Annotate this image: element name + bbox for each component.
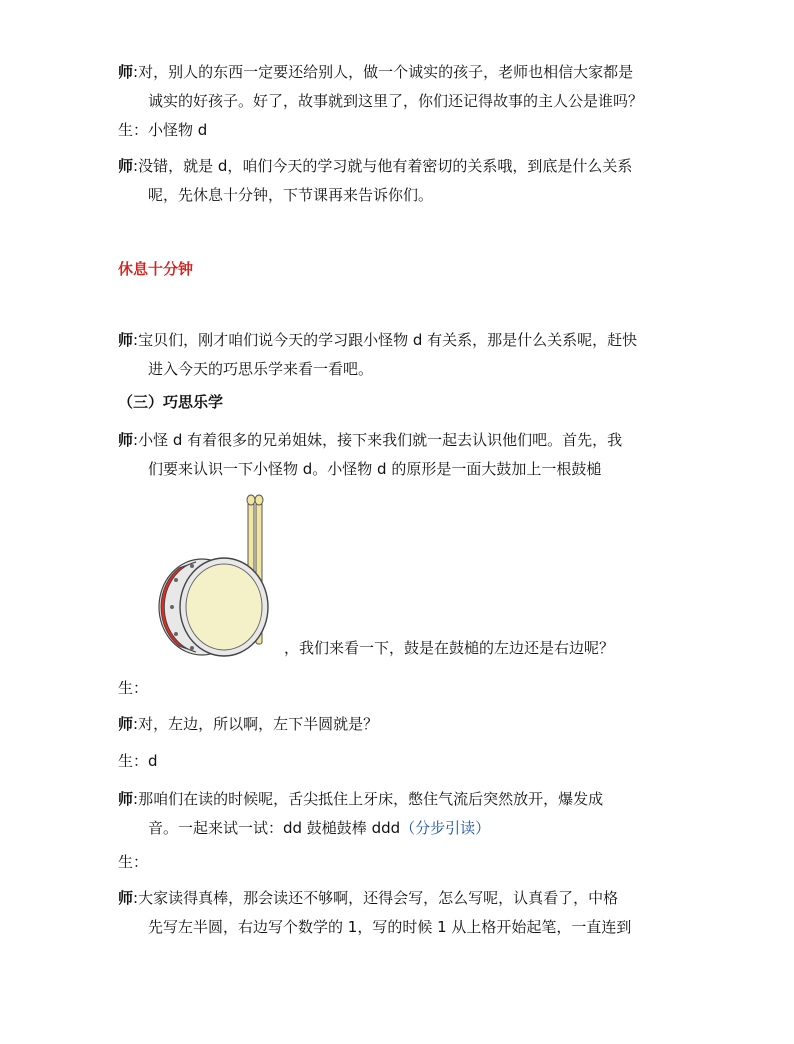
paragraph-student-4 (118, 848, 698, 877)
paragraph-teacher-4 (118, 426, 698, 484)
paragraph-text: 小怪物 d (148, 121, 208, 139)
paragraph-text: 宝贝们，刚才咱们说今天的学习跟小怪物 d 有关系，那是什么关系呢，赶快 (138, 331, 638, 349)
speaker-separator: : (133, 331, 139, 349)
paragraph-text: 先写左半圆，右边写个数学的 1，写的时候 1 从上格开始起笔，一直连到 (148, 918, 632, 936)
section-heading: （三）巧思乐学 (118, 393, 224, 411)
paragraph-text: 诚实的好孩子。好了，故事就到这里了，你们还记得故事的主人公是谁吗？ (148, 92, 644, 110)
paragraph-teacher-2 (118, 152, 698, 210)
speaker-separator: ： (133, 853, 149, 871)
paragraph-text: 那咱们在读的时候呢，舌尖抵住上牙床，憋住气流后突然放开，爆发成 (138, 790, 604, 808)
paragraph-text: 进入今天的巧思乐学来看一看吧。 (148, 360, 374, 378)
speaker-label: 师 (118, 331, 134, 349)
paragraph-teacher-5 (118, 710, 698, 739)
paragraph-student-3 (118, 747, 698, 776)
paragraph-text: 小怪 d 有着很多的兄弟姐妹，接下来我们就一起去认识他们吧。首先，我 (138, 431, 623, 449)
speaker-separator: ： (133, 121, 149, 139)
speaker-label: 师 (118, 889, 134, 907)
speaker-label: 生 (118, 853, 134, 871)
paragraph-text: 大家读得真棒，那会读还不够啊，还得会写，怎么写呢，认真看了，中格 (138, 889, 619, 907)
paragraph-student-2 (118, 674, 698, 703)
speaker-label: 师 (118, 790, 134, 808)
step-reading-note: （分步引读） (400, 819, 491, 837)
speaker-label: 师 (118, 63, 134, 81)
speaker-separator: : (133, 157, 139, 175)
speaker-separator: : (133, 889, 139, 907)
paragraph-teacher-7 (118, 884, 698, 942)
paragraph-teacher-3 (118, 326, 698, 384)
paragraph-text: 没错，就是 d，咱们今天的学习就与他有着密切的关系哦，到底是什么关系 (138, 157, 633, 175)
paragraph-text: 音。一起来试一试：dd 鼓槌鼓棒 ddd (148, 819, 401, 837)
paragraph-text: 对，别人的东西一定要还给别人，做一个诚实的孩子，老师也相信大家都是 (138, 63, 634, 81)
break-heading: 休息十分钟 (118, 260, 194, 278)
speaker-separator: : (133, 431, 139, 449)
drum-icon (159, 558, 268, 656)
paragraph-text: 对，左边，所以啊，左下半圆就是？ (138, 715, 379, 733)
speaker-label: 师 (118, 431, 134, 449)
paragraph-teacher-6 (118, 785, 698, 843)
speaker-label: 生 (118, 121, 134, 139)
paragraph-text: 们要来认识一下小怪物 d。小怪物 d 的原形是一面大鼓加上一根鼓槌 (148, 460, 602, 478)
speaker-separator: : (133, 63, 139, 81)
speaker-separator: : (133, 715, 139, 733)
speaker-separator: ： (133, 679, 149, 697)
speaker-label: 生 (118, 679, 134, 697)
paragraph-text: d (148, 752, 158, 770)
speaker-separator: ： (133, 752, 149, 770)
speaker-label: 师 (118, 157, 134, 175)
paragraph-teacher-1 (118, 58, 698, 116)
speaker-label: 师 (118, 715, 134, 733)
drum-and-drumstick-illustration (152, 490, 282, 658)
paragraph-text: 呢，先休息十分钟，下节课再来告诉你们。 (148, 186, 434, 204)
speaker-separator: : (133, 790, 139, 808)
speaker-label: 生 (118, 752, 134, 770)
drum-caption: ，我们来看一下，鼓是在鼓槌的左边还是右边呢？ (284, 639, 615, 657)
paragraph-student-1 (118, 116, 698, 145)
